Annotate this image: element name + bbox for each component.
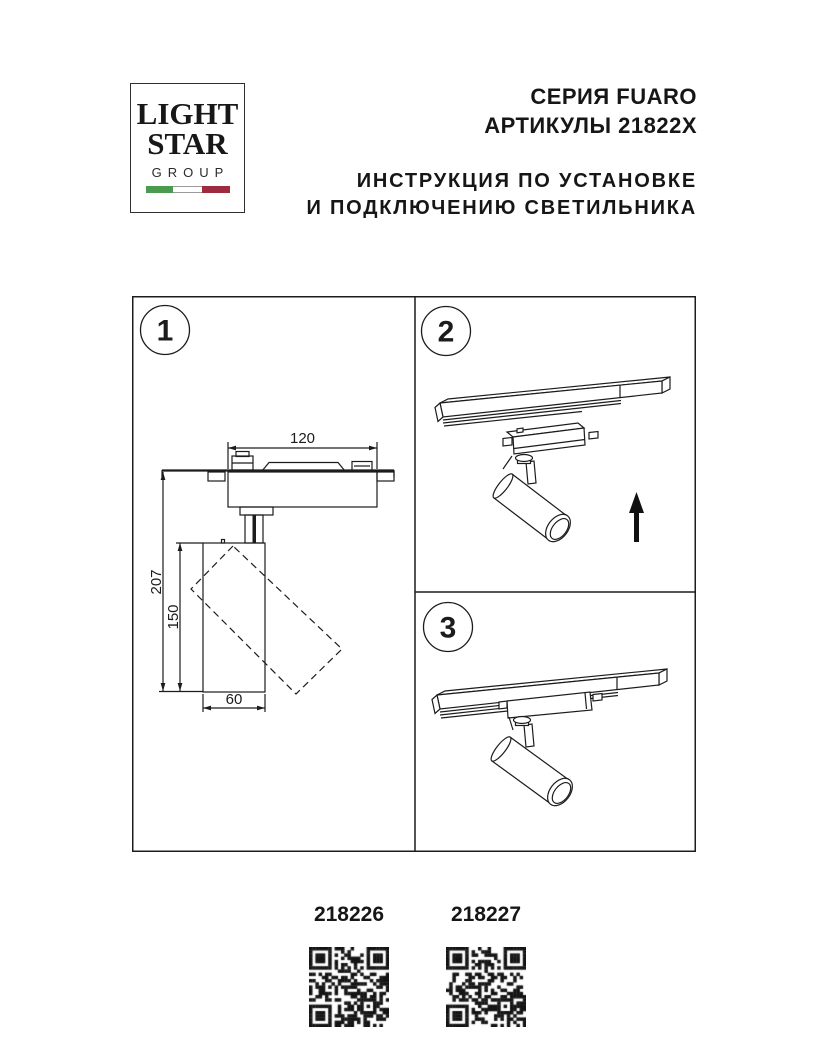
step-2-drawing xyxy=(435,377,670,546)
track-rail xyxy=(435,377,670,426)
instruction-title-line2: И ПОДКЛЮЧЕНИЮ СВЕТИЛЬНИКА xyxy=(306,197,697,219)
diagram-frame xyxy=(133,297,696,852)
qr-code-1 xyxy=(309,947,389,1027)
instruction-title-block xyxy=(306,168,697,222)
step-1-number: 1 xyxy=(156,314,174,348)
dimension-body-height: 150 xyxy=(165,604,182,630)
header-series-block xyxy=(484,82,697,140)
step-2-number: 2 xyxy=(437,315,455,349)
article-number-2: 218227 xyxy=(450,903,522,926)
flag-white-stripe xyxy=(173,186,202,193)
series-title: СЕРИЯ FUARO xyxy=(530,84,697,109)
logo-word-group: GROUP xyxy=(151,165,230,180)
instruction-title-line1: ИНСТРУКЦИЯ ПО УСТАНОВКЕ xyxy=(356,170,697,192)
dimension-body-width: 60 xyxy=(225,691,243,708)
article-number-1: 218226 xyxy=(313,903,385,926)
dimension-adapter-width: 120 xyxy=(289,430,316,447)
tilted-body-dashed-outline xyxy=(191,546,342,694)
lightstar-logo xyxy=(130,83,245,213)
logo-word-light: LIGHT xyxy=(136,96,239,131)
logo-word-star: STAR xyxy=(147,126,228,161)
italian-flag-bar xyxy=(146,186,230,193)
spotlight-head-mounted xyxy=(488,717,577,811)
dimension-total-height: 207 xyxy=(148,569,165,595)
step-3-drawing xyxy=(432,669,667,810)
step-3-number: 3 xyxy=(439,611,457,645)
flag-red-stripe xyxy=(202,186,230,193)
articles-line: АРТИКУЛЫ 21822X xyxy=(484,113,697,138)
step-1-drawing xyxy=(148,430,394,712)
installation-diagram xyxy=(132,296,696,852)
push-up-arrow xyxy=(629,492,644,542)
flag-green-stripe xyxy=(146,186,174,193)
qr-code-2 xyxy=(446,947,526,1027)
